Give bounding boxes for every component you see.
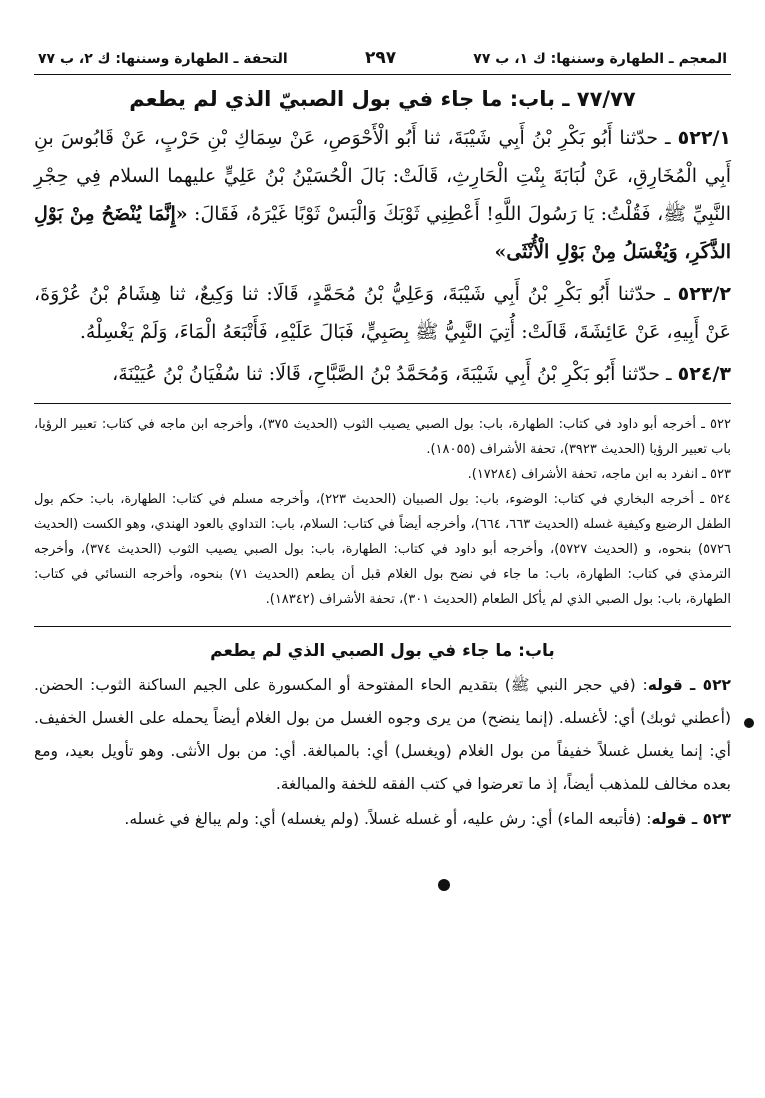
header-right: المعجم ـ الطهارة وسننها: ك ١، ب ٧٧ bbox=[473, 51, 727, 67]
hadith-text: ـ حدّثنا أَبُو بَكْرِ بْنُ أَبِي شَيْبَةَ، وَعَلِيُّ بْنُ مُحَمَّدٍ، قَالَا: ثنا وَكِيعٌ، ثنا هِشَامُ بْنُ عُرْوَةَ، عَنْ أَبِيهِ، عَنْ عَائِشَةَ، قَالَتْ: أُتِيَ النَّبِيُّ ﷺ بِصَبِيٍّ، فَبَالَ عَلَيْهِ، فَأَتْبَعَهُ الْمَاءَ، وَلَمْ يَغْسِلْهُ. bbox=[34, 283, 731, 343]
footnote: ٥٢٣ ـ انفرد به ابن ماجه، تحفة الأشراف (١٧٢٨٤). bbox=[467, 467, 731, 482]
footnotes bbox=[34, 412, 731, 612]
hadith-number: ٥٢٢/١ bbox=[677, 127, 731, 149]
commentary-text: : (فأتبعه الماء) أي: رش عليه، أو غسله غسلاً. (ولم يغسله) أي: ولم يبالغ في غسله. bbox=[124, 810, 652, 828]
commentary-entry bbox=[34, 803, 731, 836]
footnote-divider bbox=[34, 403, 731, 404]
hadith-text: ـ حدّثنا أَبُو بَكْرِ بْنُ أَبِي شَيْبَةَ، ثنا أَبُو الْأَحْوَصِ، عَنْ سِمَاكِ بْنِ حَرْبٍ، عَنْ قَابُوسَ بنِ أَبِي الْمُخَارِقِ، عَنْ لُبَابَةَ بِنْتِ الْحَارِثِ، قَالَتْ: بَالَ الْحُسَيْنُ بْنُ عَلِيٍّ عليهما السلام فِي حِجْرِ النَّبِيِّ ﷺ، فَقُلْتُ: يَا رَسُولَ اللَّهِ! أَعْطِنِي ثَوْبَكَ وَالْبَسْ ثَوْبًا غَيْرَهُ، فَقَالَ: bbox=[34, 127, 731, 225]
hadith-paragraph bbox=[34, 119, 731, 271]
commentary-label: ٥٢٣ ـ قوله bbox=[651, 810, 731, 828]
chapter-title: ٧٧/٧٧ ـ باب: ما جاء في بول الصبيّ الذي لم يطعم bbox=[129, 87, 636, 111]
ink-blot bbox=[744, 718, 754, 728]
header-left: التحفة ـ الطهارة وسننها: ك ٢، ب ٧٧ bbox=[38, 51, 288, 67]
commentary-divider bbox=[34, 626, 731, 627]
commentary-entry bbox=[34, 669, 731, 801]
hadith-number: ٥٢٤/٣ bbox=[677, 363, 731, 385]
commentary-text: : (في حجر النبي ﷺ) بتقديم الحاء المفتوحة أو المكسورة على الجيم الساكنة الثوب: الحضن. (أعطني ثوبك) أي: لأغسله. (إنما ينضح) من يرى وجوه الغسل من بول الغلام أيضاً يحمله على الغسل الخفيف. أي: إنما يغسل غسلاً خفيفاً من بول الغلام (ويغسل) أي: بالمبالغة. أي: من بول الأنثى. وهو تأويل بعيد، ومع بعده مخالف للمذهب أيضاً، إذ ما تعرضوا في كتب الفقه للخفة والمبالغة. bbox=[34, 676, 731, 793]
page-number: ٢٩٧ bbox=[364, 48, 397, 68]
hadith-quote: «إِنَّمَا يُنْضَحُ مِنْ بَوْلِ الذَّكَرِ، وَيُغْسَلُ مِنْ بَوْلِ الْأُنْثَى» bbox=[34, 203, 731, 263]
commentary-label: ٥٢٢ ـ قوله bbox=[647, 676, 731, 694]
commentary-title: باب: ما جاء في بول الصبي الذي لم يطعم bbox=[210, 641, 555, 661]
hadith-number: ٥٢٣/٢ bbox=[677, 283, 731, 305]
footnote: ٥٢٢ ـ أخرجه أبو داود في كتاب: الطهارة، باب: بول الصبي يصيب الثوب (الحديث ٣٧٥)، وأخرجه ابن ماجه في كتاب: تعبير الرؤيا، باب تعبير الرؤيا (الحديث ٣٩٢٣)، تحفة الأشراف (١٨٠٥٥). bbox=[34, 417, 731, 457]
book-page bbox=[34, 40, 731, 838]
hadith-paragraph bbox=[34, 275, 731, 351]
hadith-paragraph bbox=[34, 355, 731, 393]
footnote: ٥٢٤ ـ أخرجه البخاري في كتاب: الوضوء، باب: بول الصبيان (الحديث ٢٢٣)، وأخرجه مسلم في كتاب: الطهارة، باب: حكم بول الطفل الرضيع وكيفية غسله (الحديث ٦٦٣، ٦٦٤)، وأخرجه أيضاً في كتاب: السلام، باب: التداوي بالعود الهندي، وهو الكست (الحديث ٥٧٢٦) بنحوه، و (الحديث ٥٧٢٧)، وأخرجه أبو داود في كتاب: الطهارة، باب: بول الصبي يصيب الثوب (الحديث ٣٧٤)، وأخرجه الترمذي في كتاب: الطهارة، باب: ما جاء في نضح بول الغلام قبل أن يطعم (الحديث ٧١) بنحوه، وأخرجه النسائي في كتاب: الطهارة، باب: بول الصبي الذي لم يأكل الطعام (الحديث ٣٠١)، تحفة الأشراف (١٨٣٤٢). bbox=[34, 492, 732, 607]
ink-blot bbox=[438, 879, 450, 891]
running-header bbox=[34, 40, 731, 75]
hadith-text: ـ حدّثنا أَبُو بَكْرِ بْنُ أَبِي شَيْبَةَ، وَمُحَمَّدُ بْنُ الصَّبَّاحِ، قَالَا: ثنا سُفْيَانُ بْنُ عُيَيْنَةَ، bbox=[112, 363, 678, 385]
